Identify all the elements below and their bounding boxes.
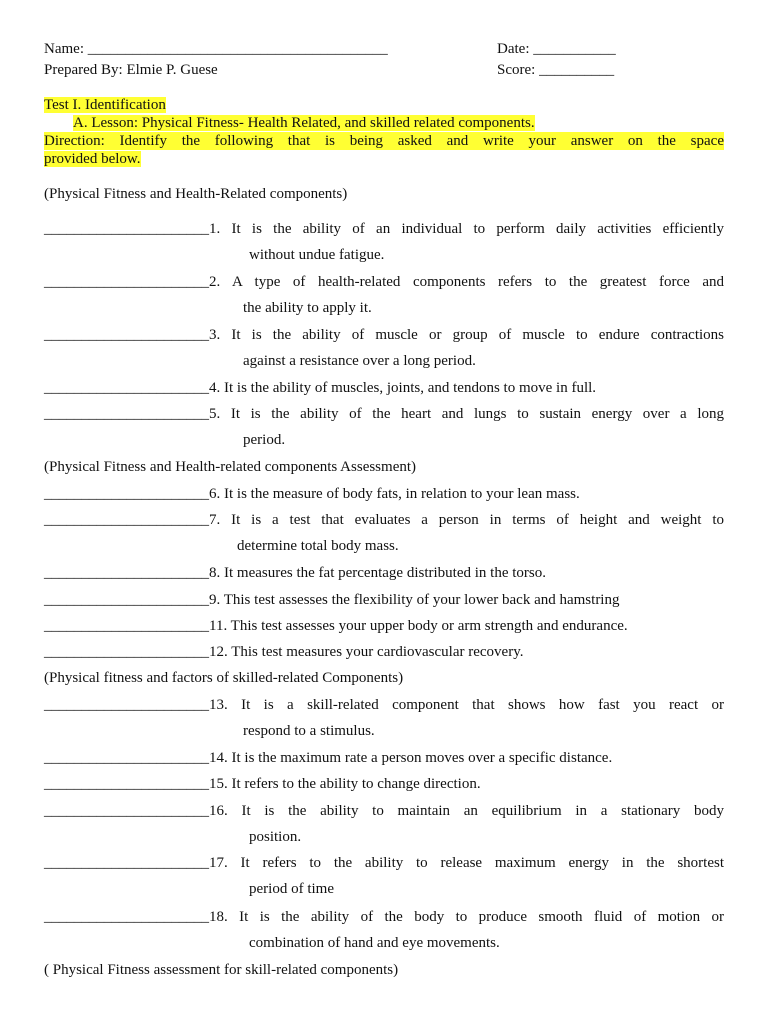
test-title xyxy=(44,96,166,114)
answer-blank: ______________________ xyxy=(44,618,209,634)
question-4 xyxy=(44,379,596,397)
answer-blank: ______________________ xyxy=(44,274,209,290)
answer-blank: ______________________ xyxy=(44,776,209,792)
question-7 xyxy=(44,511,724,554)
section-heading-skill-assessment: ( Physical Fitness assessment for skill-related components) xyxy=(44,962,399,978)
question-16 xyxy=(44,802,724,845)
test-title-text: Test I. Identification xyxy=(44,97,166,113)
answer-blank: ______________________ xyxy=(44,512,209,528)
question-2 xyxy=(44,273,724,316)
question-text-cont: against a resistance over a long period. xyxy=(243,353,476,369)
question-14 xyxy=(44,749,612,767)
answer-blank: ______________________ xyxy=(44,909,209,925)
question-text-cont: the ability to apply it. xyxy=(243,300,372,316)
question-text-cont: period of time xyxy=(249,881,334,897)
question-13 xyxy=(44,696,724,739)
direction-line-2 xyxy=(44,150,141,168)
answer-blank: ______________________ xyxy=(44,565,209,581)
answer-blank: ______________________ xyxy=(44,486,209,502)
answer-blank: ______________________ xyxy=(44,644,209,660)
question-text: 14. It is the maximum rate a person moves over a specific distance. xyxy=(209,750,613,766)
question-text: 7. It is a test that evaluates a person in terms of height and weight to xyxy=(209,512,724,528)
question-8 xyxy=(44,564,546,582)
answer-blank: ______________________ xyxy=(44,750,209,766)
question-text: 17. It refers to the ability to release maximum energy in the shortest xyxy=(209,855,724,871)
question-text: 3. It is the ability of muscle or group of muscle to endure contractions xyxy=(209,327,724,343)
direction-line-1: Direction: Identify the following that is being asked and write your answer on the space xyxy=(44,133,724,149)
question-17 xyxy=(44,854,724,897)
question-1 xyxy=(44,220,724,263)
question-text-cont: respond to a stimulus. xyxy=(243,723,375,739)
question-12 xyxy=(44,643,523,661)
question-text-cont: position. xyxy=(249,829,302,845)
question-15 xyxy=(44,775,481,793)
direction-line-2-text: provided below. xyxy=(44,151,141,167)
question-text: 2. A type of health-related components refers to the greatest force and xyxy=(209,274,724,290)
question-text: 11. This test assesses your upper body or arm strength and endurance. xyxy=(209,618,628,634)
question-text-cont: determine total body mass. xyxy=(237,538,399,554)
question-text: 4. It is the ability of muscles, joints, and tendons to move in full. xyxy=(209,380,597,396)
question-18 xyxy=(44,908,724,951)
question-text-cont: period. xyxy=(243,432,286,448)
answer-blank: ______________________ xyxy=(44,592,209,608)
question-text: 9. This test assesses the flexibility of your lower back and hamstring xyxy=(209,592,620,608)
question-text: 8. It measures the fat percentage distributed in the torso. xyxy=(209,565,546,581)
prepared-by: Prepared By: Elmie P. Guese xyxy=(44,62,218,78)
question-text-cont: combination of hand and eye movements. xyxy=(249,935,500,951)
answer-blank: ______________________ xyxy=(44,221,209,237)
answer-blank: ______________________ xyxy=(44,406,209,422)
lesson-line xyxy=(73,114,535,132)
question-3 xyxy=(44,326,724,369)
section-heading-health-components: (Physical Fitness and Health-Related components) xyxy=(44,186,348,202)
question-text: 16. It is the ability to maintain an equilibrium in a stationary body xyxy=(209,803,724,819)
score-field: Score: __________ xyxy=(497,62,615,78)
question-text: 5. It is the ability of the heart and lungs to sustain energy over a long xyxy=(209,406,724,422)
answer-blank: ______________________ xyxy=(44,855,209,871)
question-text: 15. It refers to the ability to change direction. xyxy=(209,776,481,792)
answer-blank: ______________________ xyxy=(44,697,209,713)
question-11 xyxy=(44,617,628,635)
question-5 xyxy=(44,405,724,448)
question-text: 1. It is the ability of an individual to perform daily activities efficiently xyxy=(209,221,724,237)
section-heading-health-assessment: (Physical Fitness and Health-related components Assessment) xyxy=(44,459,417,475)
question-text: 12. This test measures your cardiovascular recovery. xyxy=(209,644,524,660)
answer-blank: ______________________ xyxy=(44,327,209,343)
date-field: Date: ___________ xyxy=(497,41,616,57)
question-text-cont: without undue fatigue. xyxy=(249,247,385,263)
answer-blank: ______________________ xyxy=(44,380,209,396)
section-heading-skill-components: (Physical fitness and factors of skilled-related Components) xyxy=(44,670,404,686)
question-text: 18. It is the ability of the body to produce smooth fluid of motion or xyxy=(209,909,724,925)
lesson-text: A. Lesson: Physical Fitness- Health Related, and skilled related components. xyxy=(73,115,535,131)
answer-blank: ______________________ xyxy=(44,803,209,819)
question-9 xyxy=(44,591,619,609)
question-6 xyxy=(44,485,580,503)
name-field: Name: ________________________________________ xyxy=(44,41,388,57)
question-text: 13. It is a skill-related component that shows how fast you react or xyxy=(209,697,724,713)
question-text: 6. It is the measure of body fats, in relation to your lean mass. xyxy=(209,486,580,502)
